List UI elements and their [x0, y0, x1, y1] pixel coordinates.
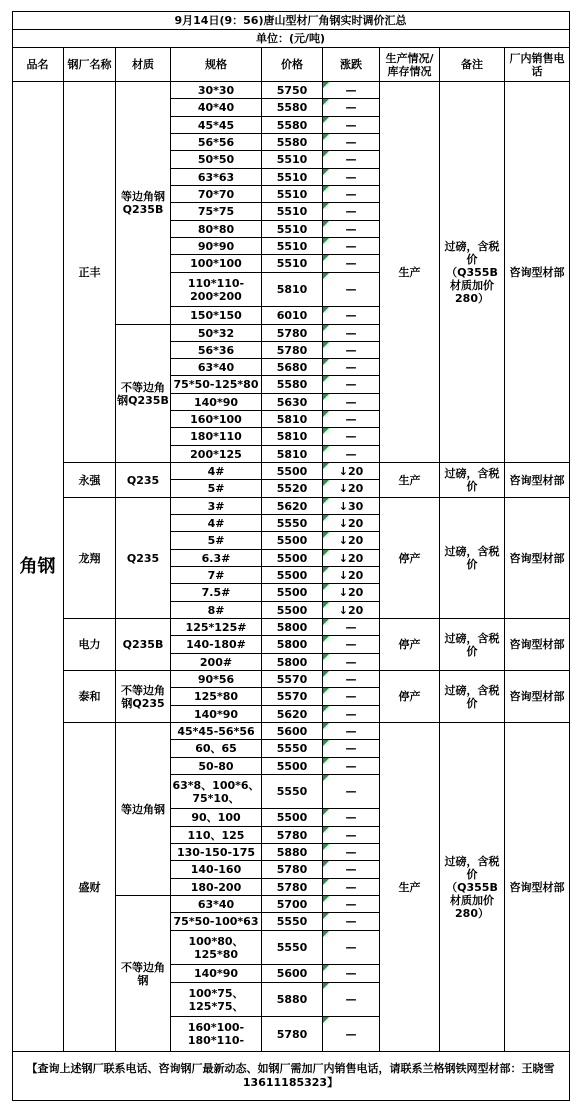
- status-cell: 停产: [380, 498, 440, 619]
- spec-cell: 160*100: [171, 411, 262, 428]
- spec-cell: 63*40: [171, 359, 262, 376]
- spec-cell: 56*56: [171, 134, 262, 151]
- change-cell: ↓20: [323, 532, 380, 550]
- header-mill: 钢厂名称: [64, 48, 116, 82]
- price-cell: 5550: [262, 913, 323, 931]
- spec-cell: 50*50: [171, 151, 262, 169]
- change-cell: —: [323, 636, 380, 654]
- change-cell: —: [323, 983, 380, 1017]
- price-cell: 5500: [262, 584, 323, 602]
- change-cell: —: [323, 221, 380, 238]
- cell-flag-icon: [323, 151, 329, 157]
- spec-cell: 4#: [171, 463, 262, 480]
- cell-flag-icon: [323, 99, 329, 105]
- spec-cell: 130-150-175: [171, 844, 262, 861]
- price-cell: 5800: [262, 619, 323, 636]
- price-cell: 5550: [262, 740, 323, 758]
- cell-flag-icon: [323, 723, 329, 729]
- change-cell: —: [323, 186, 380, 203]
- spec-cell: 40*40: [171, 99, 262, 117]
- cell-flag-icon: [323, 255, 329, 261]
- spec-cell: 110*110-200*200: [171, 273, 262, 307]
- price-cell: 5780: [262, 827, 323, 844]
- price-cell: 5550: [262, 931, 323, 965]
- change-cell: —: [323, 359, 380, 376]
- spec-cell: 45*45: [171, 117, 262, 134]
- status-cell: 停产: [380, 619, 440, 671]
- material-cell: 不等边角钢Q235B: [116, 325, 171, 463]
- spec-cell: 100*75、125*75、: [171, 983, 262, 1017]
- price-cell: 5550: [262, 775, 323, 809]
- cell-flag-icon: [323, 896, 329, 902]
- spec-cell: 90、100: [171, 809, 262, 827]
- price-cell: 5810: [262, 273, 323, 307]
- change-cell: —: [323, 325, 380, 342]
- change-cell: —: [323, 844, 380, 861]
- unit-label: 单位：(元/吨): [12, 30, 570, 48]
- cell-flag-icon: [323, 636, 329, 642]
- material-cell: 等边角钢Q235B: [116, 82, 171, 325]
- spec-cell: 70*70: [171, 186, 262, 203]
- spec-cell: 125*80: [171, 688, 262, 706]
- footer-note: 【查询上述钢厂联系电话、咨询钢厂最新动态、如钢厂需加厂内销售电话，请联系兰格钢铁网型材部：王晓雪13611185323】: [12, 1052, 570, 1101]
- cell-flag-icon: [323, 82, 329, 88]
- price-cell: 5500: [262, 602, 323, 619]
- cell-flag-icon: [323, 965, 329, 971]
- change-cell: —: [323, 740, 380, 758]
- status-cell: 停产: [380, 671, 440, 723]
- cell-flag-icon: [323, 117, 329, 123]
- change-cell: —: [323, 931, 380, 965]
- change-cell: —: [323, 758, 380, 775]
- cell-flag-icon: [323, 203, 329, 209]
- change-cell: ↓20: [323, 584, 380, 602]
- mill-name-cell: 泰和: [64, 671, 116, 723]
- price-cell: 5580: [262, 99, 323, 117]
- spec-cell: 140*90: [171, 706, 262, 723]
- remark-cell: 过磅，含税价: [440, 671, 505, 723]
- cell-flag-icon: [323, 376, 329, 382]
- price-cell: 5550: [262, 515, 323, 532]
- price-cell: 6010: [262, 307, 323, 325]
- cell-flag-icon: [323, 186, 329, 192]
- cell-flag-icon: [323, 394, 329, 400]
- change-cell: ↓20: [323, 550, 380, 567]
- change-cell: —: [323, 671, 380, 688]
- change-cell: —: [323, 896, 380, 913]
- cell-flag-icon: [323, 446, 329, 452]
- mill-name-cell: 永强: [64, 463, 116, 498]
- phone-cell: 咨询型材部: [505, 619, 570, 671]
- price-cell: 5500: [262, 809, 323, 827]
- price-cell: 5600: [262, 723, 323, 740]
- spec-cell: 140*90: [171, 394, 262, 411]
- cell-flag-icon: [323, 654, 329, 660]
- cell-flag-icon: [323, 463, 329, 469]
- cell-flag-icon: [323, 879, 329, 885]
- price-cell: 5620: [262, 706, 323, 723]
- material-cell: 不等边角钢Q235: [116, 671, 171, 723]
- spec-cell: 200#: [171, 654, 262, 671]
- spec-cell: 180-200: [171, 879, 262, 896]
- change-cell: ↓20: [323, 480, 380, 498]
- change-cell: —: [323, 809, 380, 827]
- spec-cell: 3#: [171, 498, 262, 515]
- spec-cell: 50*32: [171, 325, 262, 342]
- change-cell: —: [323, 446, 380, 463]
- spec-cell: 63*63: [171, 169, 262, 186]
- change-cell: —: [323, 134, 380, 151]
- cell-flag-icon: [323, 827, 329, 833]
- spec-cell: 100*100: [171, 255, 262, 273]
- price-cell: 5780: [262, 861, 323, 879]
- header-spec: 规格: [171, 48, 262, 82]
- change-cell: —: [323, 688, 380, 706]
- price-cell: 5880: [262, 844, 323, 861]
- price-cell: 5810: [262, 411, 323, 428]
- material-cell: 不等边角钢: [116, 896, 171, 1052]
- cell-flag-icon: [323, 307, 329, 313]
- spec-cell: 125*125#: [171, 619, 262, 636]
- cell-flag-icon: [323, 532, 329, 538]
- spec-cell: 63*40: [171, 896, 262, 913]
- cell-flag-icon: [323, 671, 329, 677]
- cell-flag-icon: [323, 758, 329, 764]
- spec-cell: 7#: [171, 567, 262, 584]
- change-cell: —: [323, 151, 380, 169]
- phone-cell: 咨询型材部: [505, 723, 570, 1052]
- cell-flag-icon: [323, 169, 329, 175]
- sheet-title: 9月14日(9：56)唐山型材厂角钢实时调价汇总: [12, 11, 570, 30]
- cell-flag-icon: [323, 221, 329, 227]
- change-cell: ↓20: [323, 567, 380, 584]
- price-cell: 5880: [262, 983, 323, 1017]
- change-cell: —: [323, 342, 380, 359]
- price-cell: 5620: [262, 498, 323, 515]
- price-cell: 5680: [262, 359, 323, 376]
- change-cell: —: [323, 255, 380, 273]
- price-cell: 5810: [262, 428, 323, 446]
- cell-flag-icon: [323, 931, 329, 937]
- change-cell: —: [323, 376, 380, 394]
- header-remark: 备注: [440, 48, 505, 82]
- mill-name-cell: 电力: [64, 619, 116, 671]
- price-cell: 5600: [262, 965, 323, 983]
- price-cell: 5500: [262, 567, 323, 584]
- status-cell: 生产: [380, 82, 440, 463]
- price-cell: 5520: [262, 480, 323, 498]
- change-cell: —: [323, 394, 380, 411]
- change-cell: —: [323, 775, 380, 809]
- cell-flag-icon: [323, 983, 329, 989]
- price-cell: 5700: [262, 896, 323, 913]
- spec-cell: 45*45-56*56: [171, 723, 262, 740]
- status-cell: 生产: [380, 723, 440, 1052]
- price-cell: 5510: [262, 169, 323, 186]
- mill-name-cell: 盛财: [64, 723, 116, 1052]
- change-cell: —: [323, 117, 380, 134]
- spec-cell: 150*150: [171, 307, 262, 325]
- header-status: 生产情况/库存情况: [380, 48, 440, 82]
- price-cell: 5570: [262, 671, 323, 688]
- cell-flag-icon: [323, 1017, 329, 1023]
- cell-flag-icon: [323, 238, 329, 244]
- mill-name-cell: 龙翔: [64, 498, 116, 619]
- cell-flag-icon: [323, 688, 329, 694]
- cell-flag-icon: [323, 740, 329, 746]
- phone-cell: 咨询型材部: [505, 463, 570, 498]
- phone-cell: 咨询型材部: [505, 671, 570, 723]
- header-phone: 厂内销售电话: [505, 48, 570, 82]
- price-cell: 5780: [262, 1017, 323, 1052]
- price-cell: 5800: [262, 636, 323, 654]
- header-product: 品名: [12, 48, 64, 82]
- spec-cell: 200*125: [171, 446, 262, 463]
- spec-cell: 5#: [171, 480, 262, 498]
- price-cell: 5500: [262, 532, 323, 550]
- phone-cell: 咨询型材部: [505, 82, 570, 463]
- change-cell: —: [323, 411, 380, 428]
- spec-cell: 60、65: [171, 740, 262, 758]
- cell-flag-icon: [323, 342, 329, 348]
- price-cell: 5750: [262, 82, 323, 99]
- cell-flag-icon: [323, 809, 329, 815]
- change-cell: ↓20: [323, 515, 380, 532]
- cell-flag-icon: [323, 273, 329, 279]
- change-cell: —: [323, 913, 380, 931]
- cell-flag-icon: [323, 775, 329, 781]
- change-cell: —: [323, 1017, 380, 1052]
- change-cell: —: [323, 654, 380, 671]
- phone-cell: 咨询型材部: [505, 498, 570, 619]
- change-cell: —: [323, 273, 380, 307]
- remark-cell: 过磅，含税价: [440, 619, 505, 671]
- change-cell: ↓20: [323, 463, 380, 480]
- price-cell: 5510: [262, 186, 323, 203]
- cell-flag-icon: [323, 480, 329, 486]
- change-cell: —: [323, 428, 380, 446]
- change-cell: ↓20: [323, 602, 380, 619]
- cell-flag-icon: [323, 359, 329, 365]
- price-cell: 5810: [262, 446, 323, 463]
- price-cell: 5580: [262, 376, 323, 394]
- price-cell: 5510: [262, 221, 323, 238]
- material-cell: Q235B: [116, 619, 171, 671]
- spec-cell: 180*110: [171, 428, 262, 446]
- price-cell: 5570: [262, 688, 323, 706]
- cell-flag-icon: [323, 584, 329, 590]
- header-price: 价格: [262, 48, 323, 82]
- price-cell: 5580: [262, 134, 323, 151]
- change-cell: —: [323, 619, 380, 636]
- change-cell: —: [323, 827, 380, 844]
- spec-cell: 6.3#: [171, 550, 262, 567]
- cell-flag-icon: [323, 706, 329, 712]
- mill-name-cell: 正丰: [64, 82, 116, 463]
- remark-cell: 过磅，含税价: [440, 463, 505, 498]
- remark-cell: 过磅，含税价（Q355B材质加价280）: [440, 82, 505, 463]
- header-change: 涨跌: [323, 48, 380, 82]
- price-cell: 5580: [262, 117, 323, 134]
- price-cell: 5500: [262, 463, 323, 480]
- spec-cell: 100*80、125*80: [171, 931, 262, 965]
- spec-cell: 90*90: [171, 238, 262, 255]
- spec-cell: 90*56: [171, 671, 262, 688]
- product-name-cell: 角钢: [12, 82, 64, 1052]
- price-cell: 5780: [262, 325, 323, 342]
- price-cell: 5500: [262, 758, 323, 775]
- change-cell: —: [323, 99, 380, 117]
- spec-cell: 7.5#: [171, 584, 262, 602]
- header-material: 材质: [116, 48, 171, 82]
- price-cell: 5510: [262, 151, 323, 169]
- spec-cell: 160*100-180*110-: [171, 1017, 262, 1052]
- spec-cell: 5#: [171, 532, 262, 550]
- spec-cell: 75*50-125*80: [171, 376, 262, 394]
- change-cell: —: [323, 203, 380, 221]
- price-cell: 5800: [262, 654, 323, 671]
- cell-flag-icon: [323, 861, 329, 867]
- remark-cell: 过磅，含税价（Q355B材质加价280）: [440, 723, 505, 1052]
- price-cell: 5500: [262, 550, 323, 567]
- cell-flag-icon: [323, 134, 329, 140]
- price-cell: 5780: [262, 879, 323, 896]
- price-cell: 5510: [262, 255, 323, 273]
- spec-cell: 110、125: [171, 827, 262, 844]
- change-cell: —: [323, 706, 380, 723]
- status-cell: 生产: [380, 463, 440, 498]
- change-cell: —: [323, 169, 380, 186]
- remark-cell: 过磅，含税价: [440, 498, 505, 619]
- material-cell: Q235: [116, 498, 171, 619]
- cell-flag-icon: [323, 619, 329, 625]
- change-cell: —: [323, 82, 380, 99]
- change-cell: ↓30: [323, 498, 380, 515]
- cell-flag-icon: [323, 602, 329, 608]
- spec-cell: 140-160: [171, 861, 262, 879]
- spec-cell: 140*90: [171, 965, 262, 983]
- spec-cell: 4#: [171, 515, 262, 532]
- cell-flag-icon: [323, 567, 329, 573]
- cell-flag-icon: [323, 498, 329, 504]
- change-cell: —: [323, 965, 380, 983]
- cell-flag-icon: [323, 428, 329, 434]
- change-cell: —: [323, 879, 380, 896]
- cell-flag-icon: [323, 411, 329, 417]
- change-cell: —: [323, 861, 380, 879]
- spec-cell: 30*30: [171, 82, 262, 99]
- spec-cell: 56*36: [171, 342, 262, 359]
- price-cell: 5510: [262, 238, 323, 255]
- spec-cell: 75*50-100*63: [171, 913, 262, 931]
- price-cell: 5780: [262, 342, 323, 359]
- spec-cell: 75*75: [171, 203, 262, 221]
- spec-cell: 80*80: [171, 221, 262, 238]
- change-cell: —: [323, 723, 380, 740]
- spec-cell: 50-80: [171, 758, 262, 775]
- material-cell: 等边角钢: [116, 723, 171, 896]
- material-cell: Q235: [116, 463, 171, 498]
- spec-cell: 8#: [171, 602, 262, 619]
- cell-flag-icon: [323, 844, 329, 850]
- change-cell: —: [323, 307, 380, 325]
- cell-flag-icon: [323, 325, 329, 331]
- price-cell: 5630: [262, 394, 323, 411]
- change-cell: —: [323, 238, 380, 255]
- cell-flag-icon: [323, 913, 329, 919]
- cell-flag-icon: [323, 515, 329, 521]
- price-cell: 5510: [262, 203, 323, 221]
- cell-flag-icon: [323, 550, 329, 556]
- spec-cell: 140-180#: [171, 636, 262, 654]
- spec-cell: 63*8、100*6、75*10、: [171, 775, 262, 809]
